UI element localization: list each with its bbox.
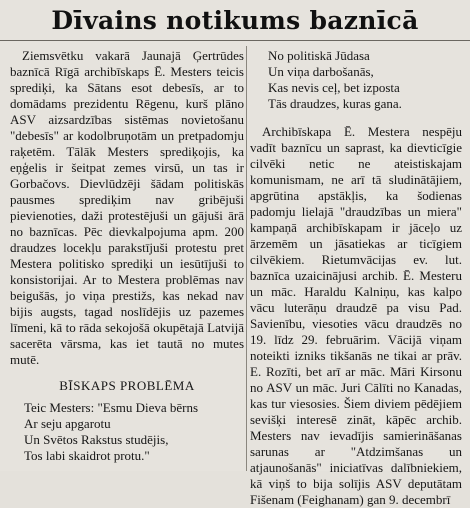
- headline-bar: [0, 0, 470, 41]
- verse-line: Un viņa darbošanās,: [268, 64, 374, 79]
- verse-line: Tās draudzes, kuras gana.: [268, 96, 402, 111]
- verse-line: Kas nevis ceļ, bet izposta: [268, 80, 400, 95]
- left-paragraph-1: Ziemsvētku vakarā Jaunajā Ģertrūdes baznīcā Rīgā archibīskaps Ē. Mesters teicis sprediķi, ka Sātans esot debesīs, ar to domādams prezidentu Rēgenu, kurš plāno ASV aizsardzības sistēmas novietošanu "debesīs" ar kodolbruņotām un pretpadomju raķetēm. Tālāk Mesters sprediķojis, ka eņģelis ir šeitpat zemes virsū, un tas ir Gorbačovs. Dievlūdzēji šādam politiskās pausmes sprediķim nav gribējuši pievienoties, daži protestējuši un gājuši ārā no baznīcas. Pēc dievkalpojuma apm. 200 draudzes locekļu parakstījuši protestu pret Mestera politisko sprediķi un iesūtījuši to konsistorijai. Ar to Mestera problēmas nav beigušās, jo viņa prestižs, kas nekad nav bijis augsts, tagad noslīdējis uz pazemes līmeni, kā to rāda sekojošā okupētajā Latvijā sacerēta vārsma, kas iet tautā no mutes mutē.: [10, 48, 244, 367]
- verse-line: Ar seju apgarotu: [24, 416, 111, 431]
- section-subheading: BĪSKAPS PROBLĒMA: [59, 378, 195, 393]
- right-column: [250, 48, 462, 507]
- spacer: [250, 112, 462, 124]
- verse-line: No politiskā Jūdasa: [268, 48, 370, 63]
- right-paragraph-1: Archibīskapa Ē. Mestera nespēju vadīt baznīcu un saprast, ka dievticīgie cilvēki netic ne ateistiskajam komunismam, ne arī tā sludinātājiem, apgrūtina apstākļis, ka šodienas padomju lielajā "draudzības un miera" kampaņā archibīskapam ir jāceļo uz ārzemēm un jāsatiekas ar ticīgiem cilvēkiem. Rietumvācijas ev. lut. baznīca uzaicinājusi archib. Ē. Mesteru un māc. Haraldu Kalniņu, kas kalpo vācu luterāņu draudzē pa visu Pad. Savienību, viesoties vācu draudzēs no 19. līdz 29. februārim. Vācijā viņam noteikti izniks tikšanās ne tikai ar prāv. E. Rozīti, bet arī ar māc. Māri Kirsonu no ASV un māc. Juri Cālīti no Kanadas, kas tur viesosies. Šiem diviem pēdējiem sevišķi interesē zināt, kāpēc archib. Mesters nav ievadījis samierināšanas sarunas ar "Atdzimšanas un atjaunošanās" iniciatīvas dalībniekiem, kā viņš to bija solījis ASV deputātam Fišenam (Feighanam) gan 9. decembrī: [250, 124, 462, 507]
- column-divider: [246, 46, 247, 471]
- verse-line: Tos labi skaidrot protu.": [24, 448, 150, 463]
- left-verse: [10, 400, 244, 464]
- right-verse: [250, 48, 462, 112]
- article-headline: Dīvains notikums baznīcā: [51, 5, 419, 35]
- verse-line: Teic Mesters: "Esmu Dieva bērns: [24, 400, 199, 415]
- verse-line: Un Svētos Rakstus studējis,: [24, 432, 169, 447]
- left-column: [10, 48, 244, 471]
